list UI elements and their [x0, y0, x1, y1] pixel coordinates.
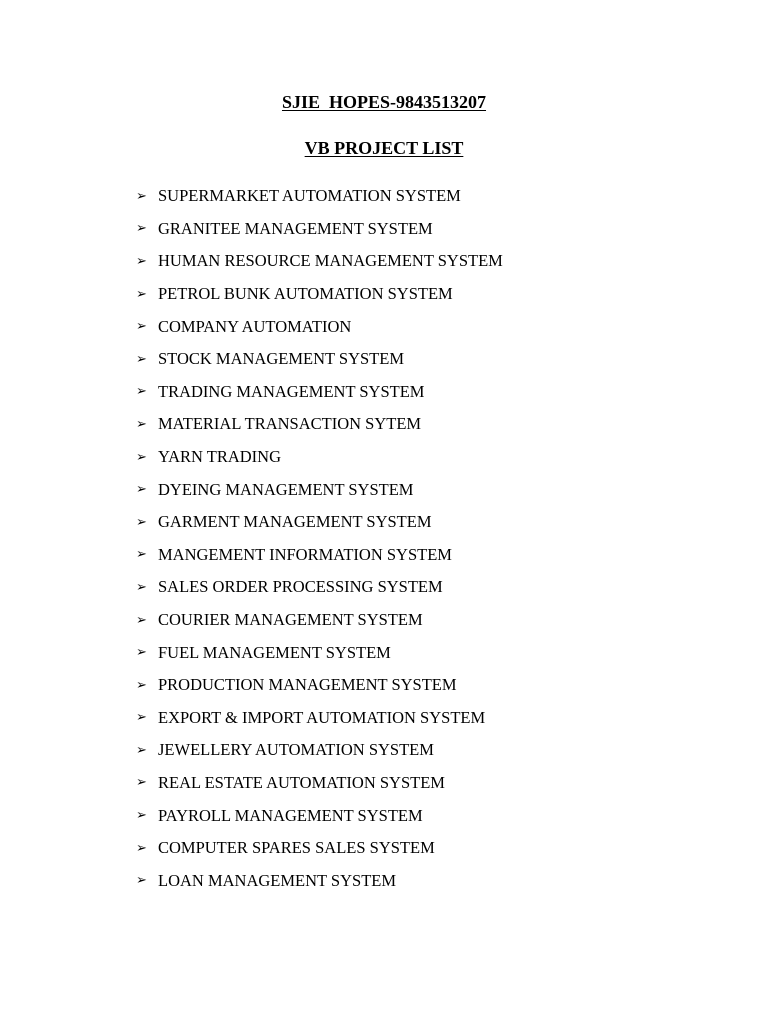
project-name: PAYROLL MANAGEMENT SYSTEM	[158, 805, 423, 825]
list-item	[136, 571, 503, 604]
arrow-bullet-icon: ➢	[136, 840, 147, 856]
project-name: PRODUCTION MANAGEMENT SYSTEM	[158, 675, 457, 695]
project-name: REAL ESTATE AUTOMATION SYSTEM	[158, 772, 445, 792]
arrow-bullet-icon: ➢	[136, 319, 147, 335]
arrow-bullet-icon: ➢	[136, 677, 147, 693]
project-name: SALES ORDER PROCESSING SYSTEM	[158, 577, 443, 597]
project-name: MANGEMENT INFORMATION SYSTEM	[158, 544, 452, 564]
arrow-bullet-icon: ➢	[136, 286, 147, 302]
header-contact: SJIE HOPES-9843513207	[281, 92, 487, 112]
project-name: GRANITEE MANAGEMENT SYSTEM	[158, 218, 433, 238]
list-item	[136, 604, 503, 637]
arrow-bullet-icon: ➢	[136, 775, 147, 791]
list-item	[136, 799, 503, 832]
list-item	[136, 473, 503, 506]
arrow-bullet-icon: ➢	[136, 482, 147, 498]
project-name: PETROL BUNK AUTOMATION SYSTEM	[158, 284, 453, 304]
arrow-bullet-icon: ➢	[136, 188, 147, 204]
list-item	[136, 832, 503, 865]
project-name: STOCK MANAGEMENT SYSTEM	[158, 349, 405, 369]
list-item	[136, 343, 503, 376]
arrow-bullet-icon: ➢	[136, 384, 147, 400]
project-name: LOAN MANAGEMENT SYSTEM	[158, 870, 397, 890]
arrow-bullet-icon: ➢	[136, 221, 147, 237]
list-item	[136, 213, 503, 246]
project-list	[136, 180, 503, 897]
project-name: DYEING MANAGEMENT SYSTEM	[158, 479, 414, 499]
arrow-bullet-icon: ➢	[136, 253, 147, 269]
arrow-bullet-icon: ➢	[136, 873, 147, 889]
project-name: COMPANY AUTOMATION	[158, 316, 352, 336]
arrow-bullet-icon: ➢	[136, 808, 147, 824]
project-name: COMPUTER SPARES SALES SYSTEM	[158, 838, 435, 858]
project-name: COURIER MANAGEMENT SYSTEM	[158, 610, 423, 630]
arrow-bullet-icon: ➢	[136, 645, 147, 661]
list-item	[136, 180, 503, 213]
list-item	[136, 506, 503, 539]
list-item	[136, 636, 503, 669]
project-name: MATERIAL TRANSACTION SYTEM	[158, 414, 422, 434]
project-name: JEWELLERY AUTOMATION SYSTEM	[158, 740, 434, 760]
list-item	[136, 441, 503, 474]
arrow-bullet-icon: ➢	[136, 710, 147, 726]
arrow-bullet-icon: ➢	[136, 742, 147, 758]
arrow-bullet-icon: ➢	[136, 514, 147, 530]
list-item	[136, 245, 503, 278]
arrow-bullet-icon: ➢	[136, 416, 147, 432]
project-name: TRADING MANAGEMENT SYSTEM	[158, 381, 425, 401]
project-name: EXPORT & IMPORT AUTOMATION SYSTEM	[158, 707, 486, 727]
arrow-bullet-icon: ➢	[136, 547, 147, 563]
list-item	[136, 408, 503, 441]
project-name: GARMENT MANAGEMENT SYSTEM	[158, 512, 432, 532]
arrow-bullet-icon: ➢	[136, 351, 147, 367]
project-name: HUMAN RESOURCE MANAGEMENT SYSTEM	[158, 251, 503, 271]
project-name: FUEL MANAGEMENT SYSTEM	[158, 642, 391, 662]
list-item	[136, 702, 503, 735]
project-name: YARN TRADING	[158, 447, 281, 467]
list-item	[136, 864, 503, 897]
list-item	[136, 767, 503, 800]
list-item	[136, 734, 503, 767]
project-name: SUPERMARKET AUTOMATION SYSTEM	[158, 186, 461, 206]
arrow-bullet-icon: ➢	[136, 612, 147, 628]
list-item	[136, 539, 503, 572]
list-item	[136, 669, 503, 702]
list-item	[136, 376, 503, 409]
list-item	[136, 310, 503, 343]
arrow-bullet-icon: ➢	[136, 579, 147, 595]
list-title: VB PROJECT LIST	[304, 138, 464, 158]
list-item	[136, 278, 503, 311]
arrow-bullet-icon: ➢	[136, 449, 147, 465]
